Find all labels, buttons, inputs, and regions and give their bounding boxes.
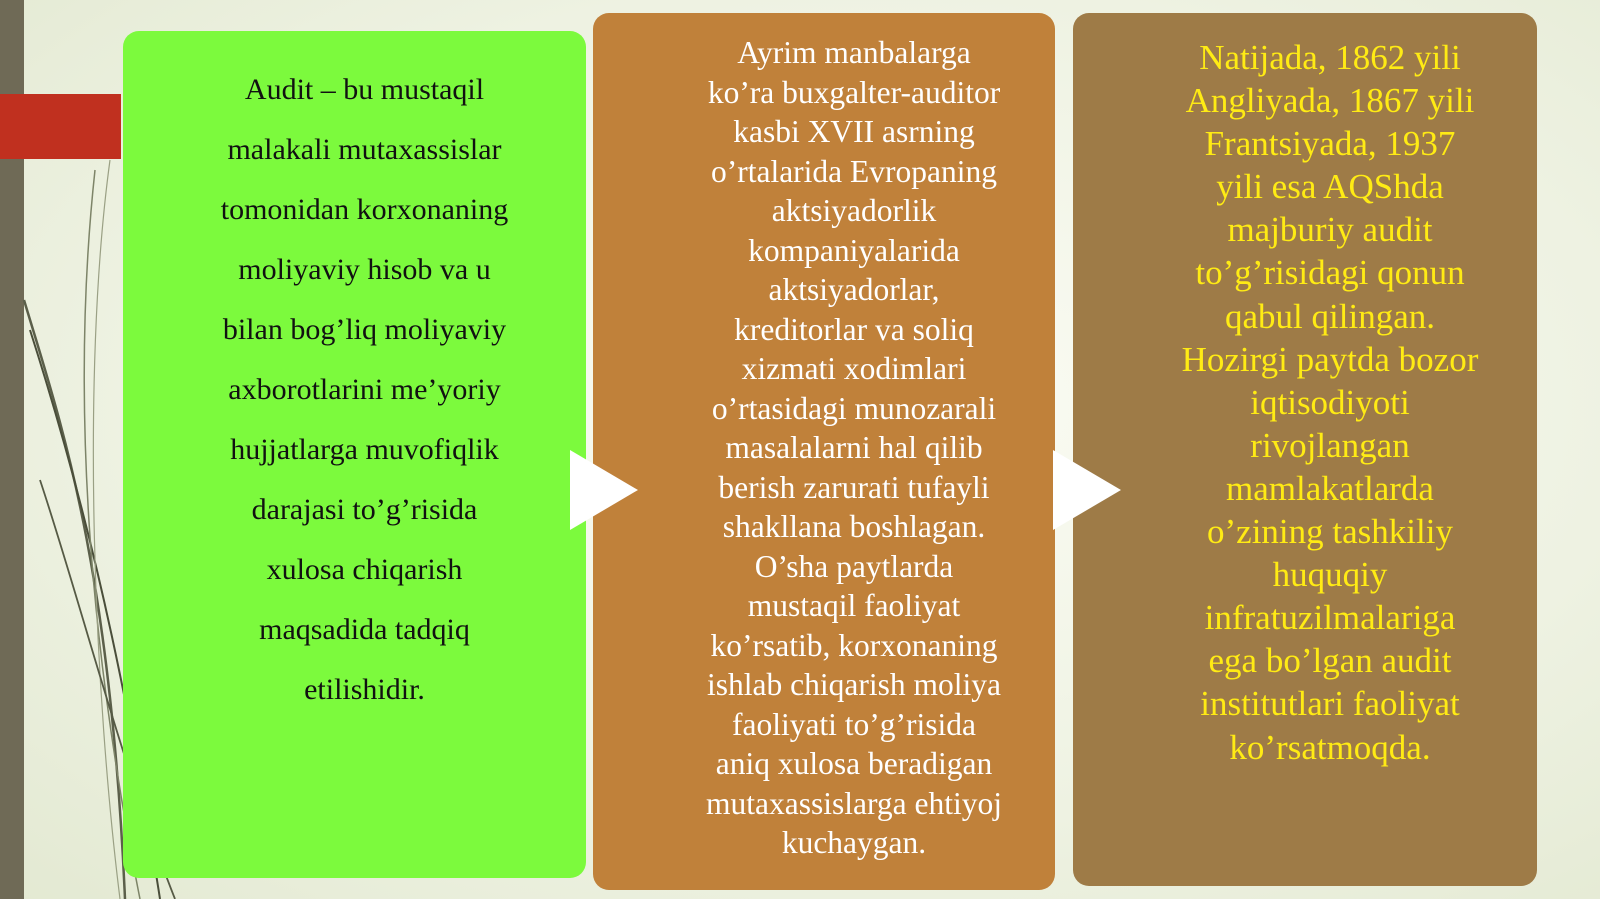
arrow-right-icon (1053, 450, 1121, 530)
panel-audit-history-text: Ayrim manbalarga ko’ra buxgalter-auditor kasbi XVII asrning o’rtalarida Evropaning aktsiyadorlik kompaniyalarida aktsiyadorlar, kreditorlar va soliq xizmati xodimlari o’rtasidagi munozarali masalalarni hal qilib berish zarurati tufayli shakllana boshlagan. O’sha paytlarda mustaqil faoliyat ko’rsatib, korxonaning ishlab chiqarish moliya faoliyati to’g’risida aniq xulosa beradigan mutaxassislarga ehtiyoj kuchaygan. (706, 35, 1002, 860)
panel-audit-definition-text: Audit – bu mustaqil malakali mutaxassislar tomonidan korxonaning moliyaviy hisob va u bilan bog’liq moliyaviy axborotlarini me’yoriy hujjatlarga muvofiqlik darajasi to’g’risida xulosa chiqarish maqsadida tadqiq etilishidir. (220, 73, 509, 706)
panel-audit-definition (123, 31, 586, 878)
panel-audit-law-text: Natijada, 1862 yili Angliyada, 1867 yili Frantsiyada, 1937 yili esa AQShda majburiy audit to’g’risidagi qonun qabul qilingan. Hozirgi paytda bozor iqtisodiyoti rivojlangan mamlakatlarda o’zining tashkiliy huquqiy infratuzilmalariga ega bo’lgan audit institutlari faoliyat ko’rsatmoqda. (1181, 38, 1479, 767)
panel-audit-law (1073, 13, 1537, 886)
arrow-right-icon (570, 450, 638, 530)
red-accent-tab (0, 94, 121, 159)
panel-audit-history (593, 13, 1055, 890)
